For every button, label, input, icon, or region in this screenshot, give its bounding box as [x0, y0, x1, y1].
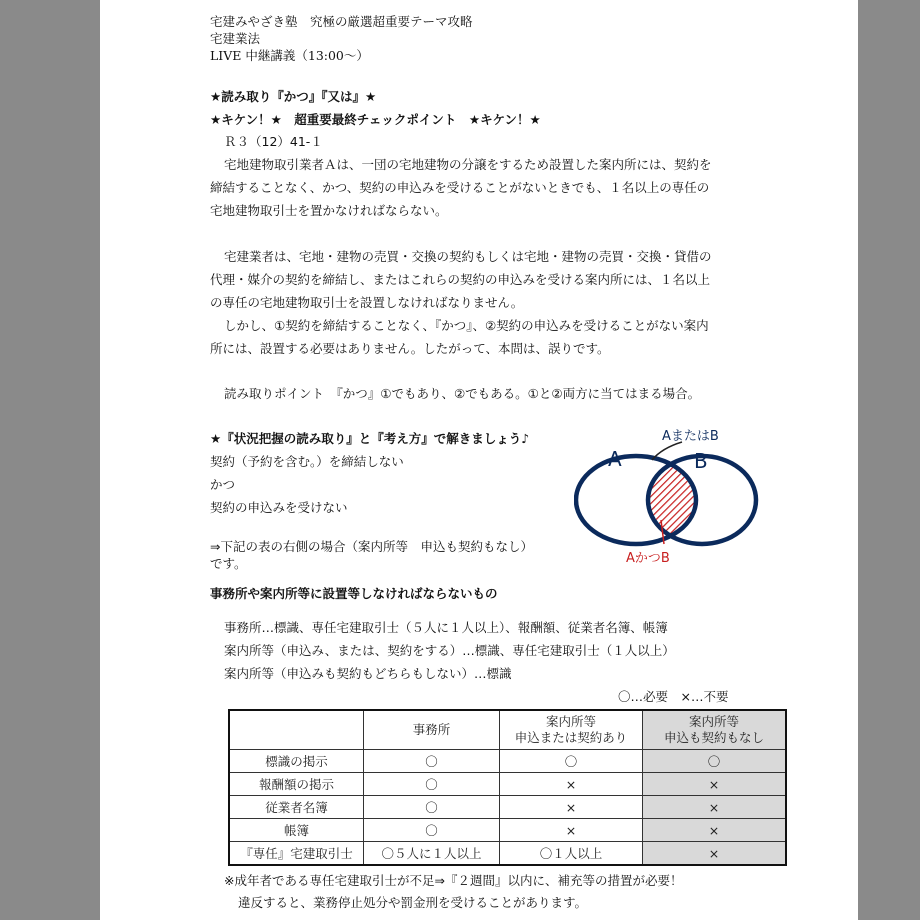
conclusion-line: ⇒下記の表の右側の場合（案内所等 申込も契約もなし） [210, 539, 533, 554]
table-legend: 〇…必要 ×…不要 [618, 689, 729, 704]
condition-1: 契約（予約を含む。）を締結しない [210, 454, 404, 469]
footer-note: 違反すると、業務停止処分や罰金刑を受けることがあります。 [238, 895, 588, 910]
table-cell: 『専任』宅建取引士 [229, 842, 364, 866]
question-line: 締結することなく、かつ、契約の申込みを受けることがないときでも、１名以上の専任の [210, 180, 710, 195]
table-cell: 〇 [364, 819, 500, 842]
header-main: 案内所等 [688, 714, 739, 729]
header-title: 宅建みやざき塾 究極の厳選超重要テーマ攻略 [210, 14, 473, 29]
explanation-line: 宅建業者は、宅地・建物の売買・交換の契約もしくは宅地・建物の売買・交換・貸借の [224, 249, 712, 264]
table-header-cell [229, 710, 364, 750]
explanation-line: の専任の宅地建物取引士を設置しなければなりません。 [210, 295, 524, 310]
reading-point: 読み取りポイント 『かつ』①でもあり、②でもある。①と②両方に当てはまる場合。 [224, 386, 701, 401]
explanation-line: 所には、設置する必要はありません。したがって、本問は、誤りです。 [210, 341, 610, 356]
table-cell: × [643, 819, 787, 842]
header-subject: 宅建業法 [210, 31, 261, 46]
explanation-line: しかし、①契約を締結することなく、『かつ』、②契約の申込みを受けることがない案内 [224, 318, 709, 333]
header-main: 案内所等 [545, 714, 596, 729]
table-row [229, 796, 786, 819]
table-row [229, 819, 786, 842]
table-cell: 〇 [364, 773, 500, 796]
table-row [229, 773, 786, 796]
table-row [229, 750, 786, 773]
label-b: B [694, 449, 708, 473]
table-cell: 〇 [364, 796, 500, 819]
table-cell: × [500, 819, 643, 842]
section-title: 事務所や案内所等に設置等しなければならないもの [210, 586, 498, 601]
heading-warning: ★キケン！★ 超重要最終チェックポイント ★キケン！★ [210, 112, 541, 127]
question-line: 宅地建物取引業者Ａは、一団の宅地建物の分譲をするため設置した案内所には、契約を [224, 157, 712, 172]
table-cell: 標識の掲示 [229, 750, 364, 773]
section-item: 案内所等（申込みも契約もどちらもしない）…標識 [224, 666, 512, 681]
table-cell: × [643, 842, 787, 866]
reading-heading: ★『状況把握の読み取り』と『考え方』で解きましょう♪ [210, 431, 530, 446]
conclusion-line: です。 [210, 556, 247, 571]
label-a: A [608, 447, 622, 471]
document-page [100, 0, 858, 920]
section-item: 事務所…標識、専任宅建取引士（５人に１人以上）、報酬額、従業者名簿、帳簿 [224, 620, 668, 635]
table-header-cell [643, 710, 787, 750]
table-header-cell: 事務所 [364, 710, 500, 750]
table-cell: 帳簿 [229, 819, 364, 842]
question-line: 宅地建物取引士を置かなければならない。 [210, 203, 448, 218]
table-cell: × [500, 773, 643, 796]
question-id: Ｒ３（12）41-１ [224, 134, 323, 149]
heading-reading: ★読み取り『かつ』『又は』★ [210, 89, 377, 104]
footer-note: ※成年者である専任宅建取引士が不足⇒『２週間』以内に、補充等の措置が必要！ [224, 873, 683, 888]
table-header-row [229, 710, 786, 750]
table-row [229, 842, 786, 866]
table-cell: 〇５人に１人以上 [364, 842, 500, 866]
header-sub: 申込または契約あり [514, 730, 628, 745]
condition-2: 契約の申込みを受けない [210, 500, 348, 515]
condition-and: かつ [210, 477, 236, 492]
label-a-or-b: AまたはB [662, 429, 719, 444]
section-item: 案内所等（申込み、または、契約をする）…標識、専任宅建取引士（１人以上） [224, 643, 675, 658]
table-cell: 報酬額の掲示 [229, 773, 364, 796]
table-cell: 〇 [500, 750, 643, 773]
table-cell: 〇 [643, 750, 787, 773]
table-cell: × [500, 796, 643, 819]
table-cell: 〇 [364, 750, 500, 773]
label-a-and-b: AかつB [626, 551, 670, 566]
table-header-cell [500, 710, 643, 750]
header-live: LIVE 中継講義（13:00〜） [210, 48, 369, 63]
header-sub: 申込も契約もなし [663, 730, 764, 745]
table-cell: 従業者名簿 [229, 796, 364, 819]
table-cell: × [643, 773, 787, 796]
table-cell: 〇１人以上 [500, 842, 643, 866]
venn-diagram [574, 424, 774, 574]
table-cell: × [643, 796, 787, 819]
requirements-table [228, 709, 787, 866]
explanation-line: 代理・媒介の契約を締結し、またはこれらの契約の申込みを受ける案内所には、１名以上 [210, 272, 711, 287]
